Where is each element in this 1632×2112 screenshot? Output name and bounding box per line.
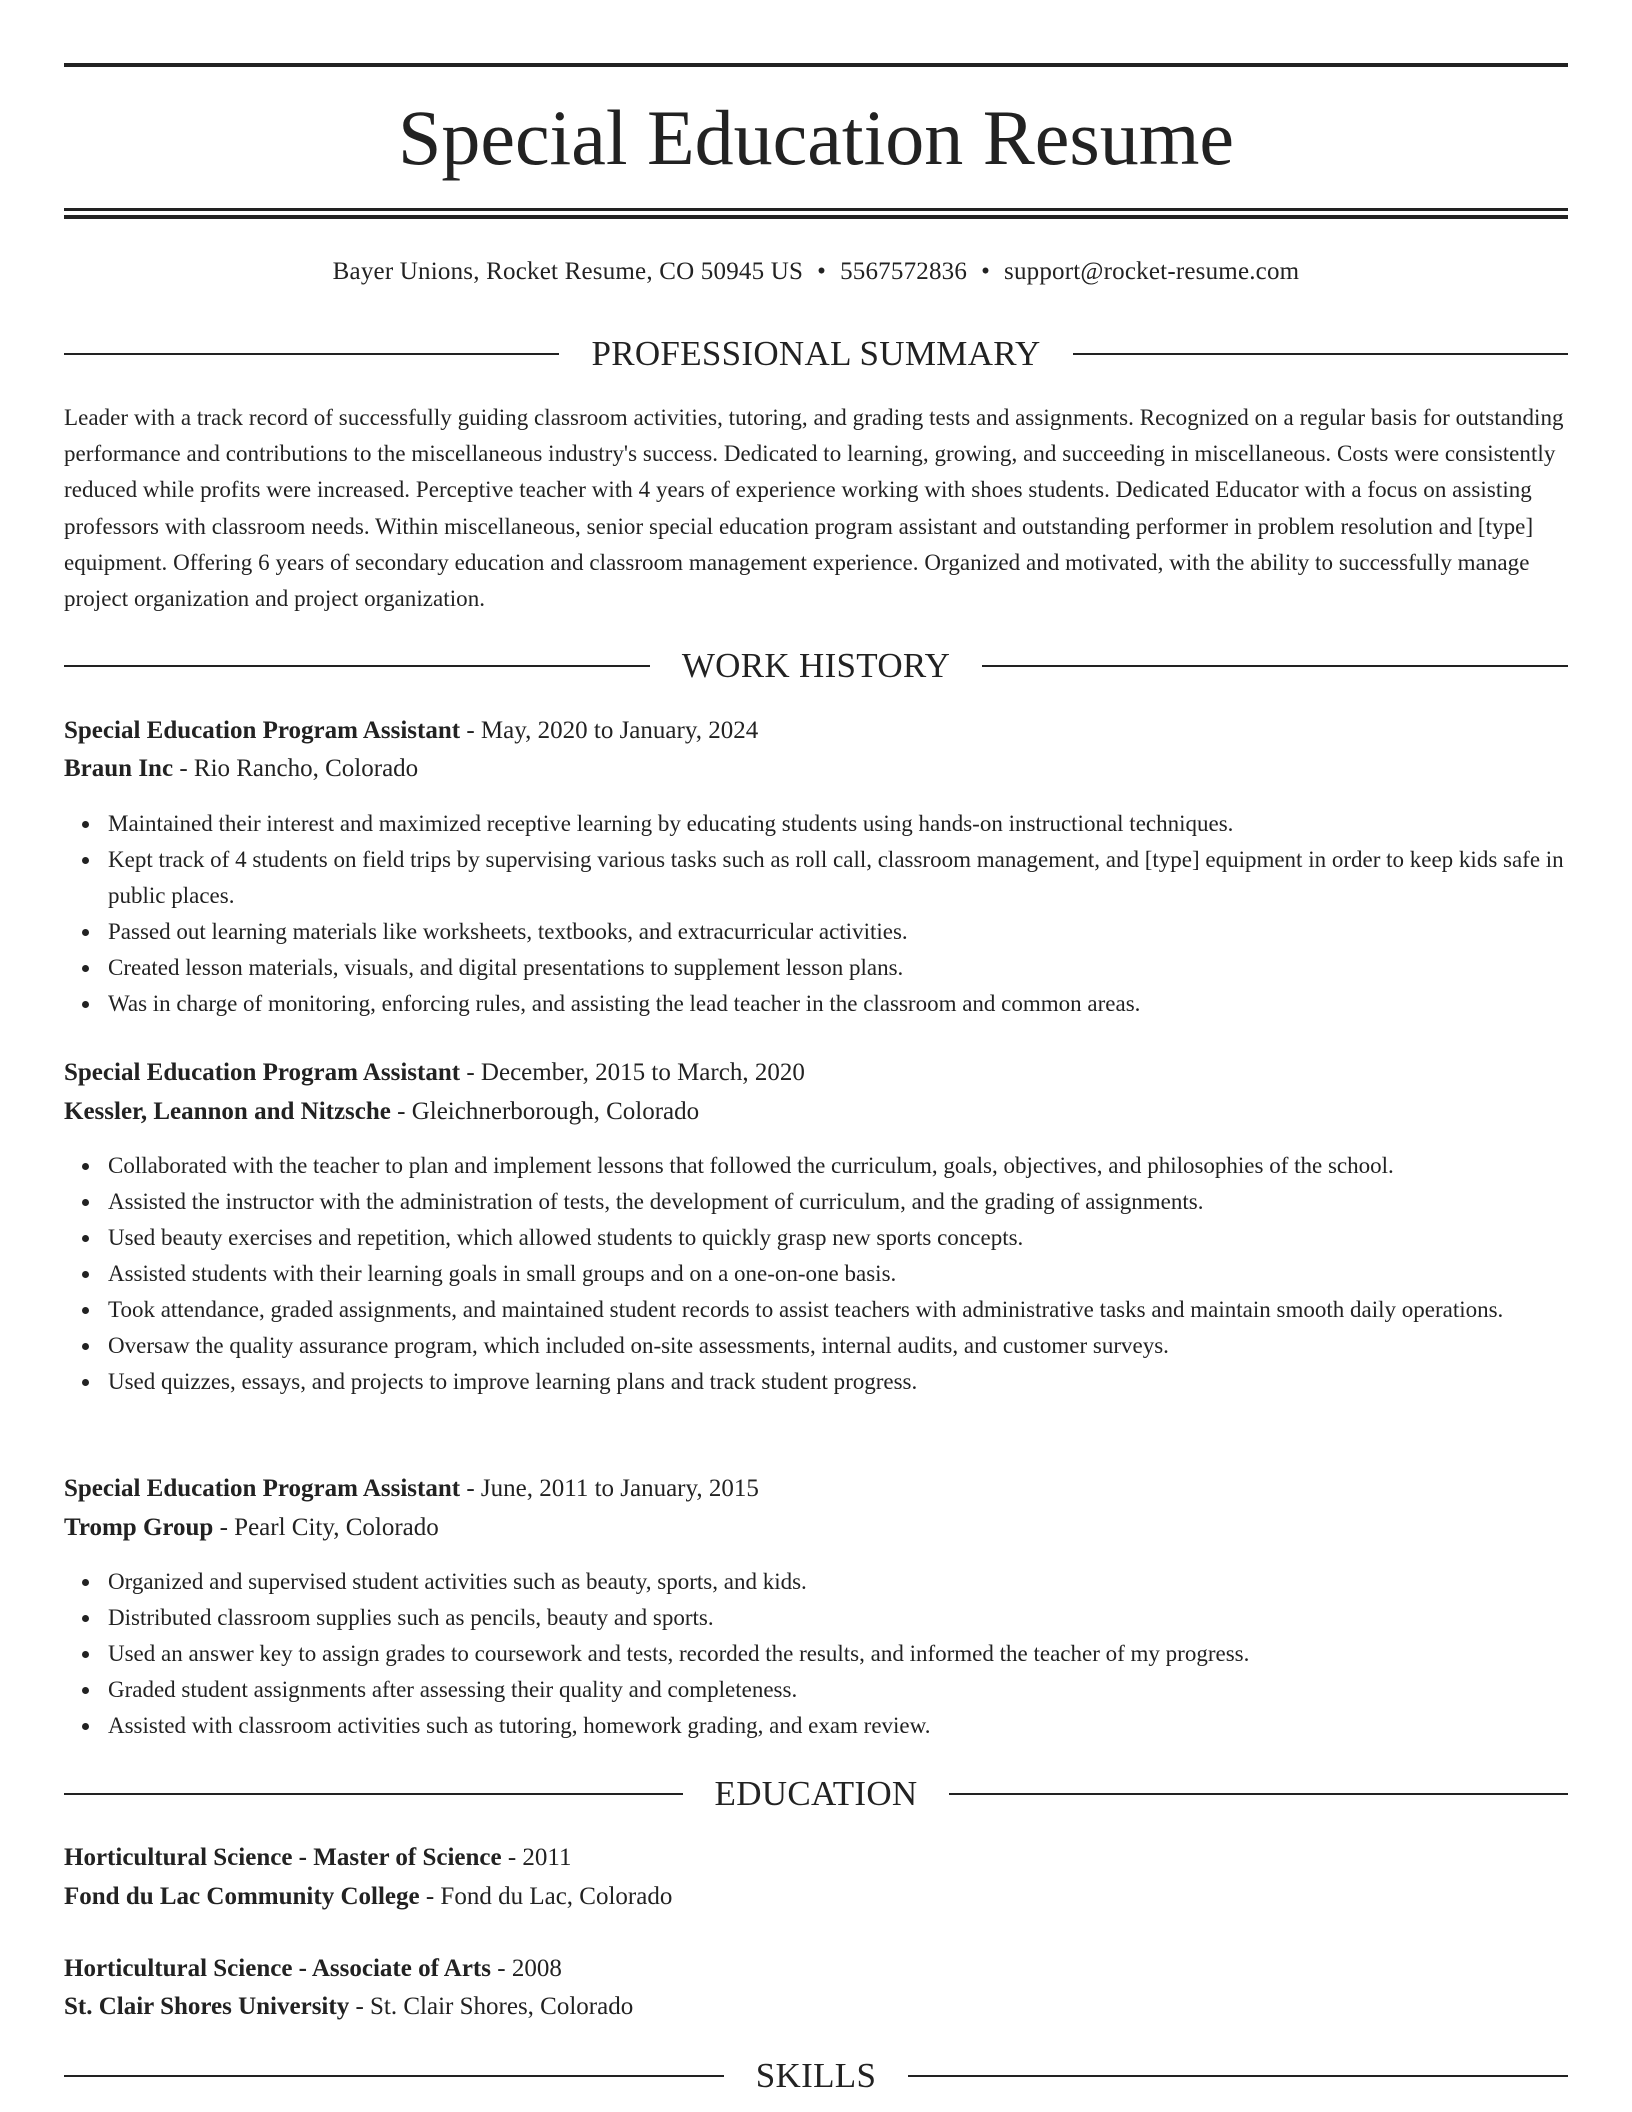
heading-rule-left <box>64 1793 683 1795</box>
job-title-line <box>64 1055 1568 1091</box>
education-school: St. Clair Shores University <box>64 1993 350 2020</box>
education-degree: Horticultural Science - Master of Science <box>64 1844 502 1871</box>
page-title: Special Education Resume <box>397 94 1235 181</box>
job-company-line <box>64 1510 1568 1546</box>
list-item: Maintained their interest and maximized receptive learning by educating students using hands-on instructional techniques. <box>108 806 1568 842</box>
list-item: Kept track of 4 students on field trips by supervising various tasks such as roll call, classroom management, and [type] equipment in order to keep kids safe in public places. <box>108 842 1568 914</box>
list-item: Assisted the instructor with the administration of tests, the development of curriculum, and the grading of assignments. <box>108 1184 1568 1220</box>
contact-phone: 5567572836 <box>840 258 968 285</box>
job-bullets <box>64 1148 1568 1400</box>
heading-rule-right <box>949 1793 1568 1795</box>
job-position: Special Education Program Assistant <box>64 717 461 744</box>
job-company-line <box>64 1094 1568 1130</box>
contact-address: Bayer Unions, Rocket Resume, CO 50945 US <box>332 258 804 285</box>
contact-email: support@rocket-resume.com <box>1004 258 1300 285</box>
section-title: SKILLS <box>755 2056 877 2095</box>
section-heading-work-history <box>64 646 1568 686</box>
title-double-rule-upper <box>64 208 1568 211</box>
section-title: WORK HISTORY <box>681 646 951 685</box>
contact-separator: • <box>981 258 991 285</box>
education-year: - 2008 <box>491 1955 562 1982</box>
job-dates: - June, 2011 to January, 2015 <box>460 1475 759 1502</box>
section-heading-skills <box>64 2056 1568 2096</box>
education-year: - 2011 <box>501 1844 572 1871</box>
education-location: - St. Clair Shores, Colorado <box>349 1993 634 2020</box>
list-item: Used an answer key to assign grades to coursework and tests, recorded the results, and informed the teacher of my progress. <box>108 1636 1568 1672</box>
job-position: Special Education Program Assistant <box>64 1475 461 1502</box>
education-school-line <box>64 1989 1568 2025</box>
job-company: Braun Inc <box>64 755 174 782</box>
job-bullets <box>64 806 1568 1022</box>
job-company: Kessler, Leannon and Nitzsche <box>64 1098 391 1125</box>
heading-rule-right <box>908 2075 1568 2077</box>
list-item: Graded student assignments after assessing their quality and completeness. <box>108 1672 1568 1708</box>
list-item: Assisted with classroom activities such as tutoring, homework grading, and exam review. <box>108 1708 1568 1744</box>
education-degree: Horticultural Science - Associate of Arts <box>64 1955 491 1982</box>
section-heading-summary <box>64 334 1568 374</box>
job-location: - Gleichnerborough, Colorado <box>390 1098 700 1125</box>
list-item: Distributed classroom supplies such as pencils, beauty and sports. <box>108 1600 1568 1636</box>
job-location: - Pearl City, Colorado <box>213 1514 439 1541</box>
section-title: PROFESSIONAL SUMMARY <box>591 334 1041 373</box>
heading-rule-left <box>64 353 559 355</box>
job-company: Tromp Group <box>64 1514 214 1541</box>
section-heading-education <box>64 1774 1568 1814</box>
list-item: Collaborated with the teacher to plan and implement lessons that followed the curriculum, goals, objectives, and philosophies of the school. <box>108 1148 1568 1184</box>
contact-line <box>64 254 1568 290</box>
title-double-rule-lower <box>64 215 1568 219</box>
job-location: - Rio Rancho, Colorado <box>173 755 419 782</box>
list-item: Organized and supervised student activities such as beauty, sports, and kids. <box>108 1564 1568 1600</box>
education-location: - Fond du Lac, Colorado <box>419 1883 673 1910</box>
list-item: Assisted students with their learning goals in small groups and on a one-on-one basis. <box>108 1256 1568 1292</box>
list-item: Used quizzes, essays, and projects to improve learning plans and track student progress. <box>108 1364 1568 1400</box>
heading-rule-right <box>982 665 1568 667</box>
heading-rule-left <box>64 2075 724 2077</box>
heading-rule-right <box>1073 353 1568 355</box>
job-bullets <box>64 1564 1568 1744</box>
job-title-line <box>64 1471 1568 1507</box>
job-position: Special Education Program Assistant <box>64 1059 461 1086</box>
section-title: EDUCATION <box>714 1774 918 1813</box>
heading-rule-left <box>64 665 650 667</box>
education-degree-line <box>64 1951 1568 1987</box>
job-title-line <box>64 713 1568 749</box>
list-item: Passed out learning materials like worksheets, textbooks, and extracurricular activities. <box>108 914 1568 950</box>
education-school: Fond du Lac Community College <box>64 1883 420 1910</box>
list-item: Took attendance, graded assignments, and maintained student records to assist teachers with administrative tasks and maintain smooth daily operations. <box>108 1292 1568 1328</box>
list-item: Was in charge of monitoring, enforcing rules, and assisting the lead teacher in the classroom and common areas. <box>108 986 1568 1022</box>
job-company-line <box>64 751 1568 787</box>
job-dates: - December, 2015 to March, 2020 <box>460 1059 805 1086</box>
contact-separator: • <box>817 258 827 285</box>
job-dates: - May, 2020 to January, 2024 <box>460 717 759 744</box>
list-item: Created lesson materials, visuals, and digital presentations to supplement lesson plans. <box>108 950 1568 986</box>
education-degree-line <box>64 1840 1568 1876</box>
summary-text: Leader with a track record of successfully guiding classroom activities, tutoring, and grading tests and assignments. Recognized on a regular basis for outstanding performance and contributions to the miscellaneous industry's success. Dedicated to learning, growing, and succeeding in miscellaneous. Costs were consistently reduced while profits were increased. Perceptive teacher with 4 years of experience working with shoes students. Dedicated Educator with a focus on assisting professors with classroom needs. Within miscellaneous, senior special education program assistant and outstanding performer in problem resolution and [type] equipment. Offering 6 years of secondary education and classroom management experience. Organized and motivated, with the ability to successfully manage project organization and project organization. <box>64 405 1564 612</box>
list-item: Used beauty exercises and repetition, which allowed students to quickly grasp new sports concepts. <box>108 1220 1568 1256</box>
education-school-line <box>64 1879 1568 1915</box>
top-rule <box>64 63 1568 67</box>
list-item: Oversaw the quality assurance program, which included on-site assessments, internal audits, and customer surveys. <box>108 1328 1568 1364</box>
